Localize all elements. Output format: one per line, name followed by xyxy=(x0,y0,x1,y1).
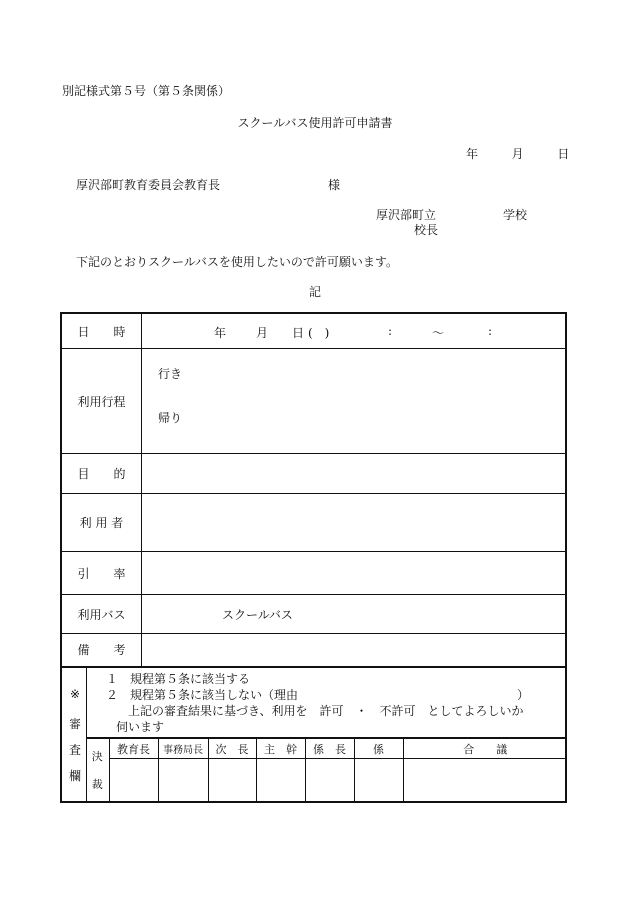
kessai-char-2: 裁 xyxy=(91,778,103,791)
approver-kyoikucho: 教育長 xyxy=(109,739,158,759)
application-date xyxy=(466,145,569,162)
approver-jicho: 次 長 xyxy=(208,739,256,759)
stamp-jicho[interactable] xyxy=(208,759,256,802)
kessai-label xyxy=(86,739,109,802)
label-leader: 引 率 xyxy=(61,552,142,595)
approver-kakaricho: 係 長 xyxy=(305,739,354,759)
route-go-label: 行き xyxy=(158,367,183,381)
school-prefix: 厚沢部町立 xyxy=(376,208,437,222)
label-route: 利用行程 xyxy=(61,349,142,454)
bus-value: スクールバス xyxy=(222,607,293,622)
label-remarks: 備 考 xyxy=(61,634,142,667)
date-month: 月 xyxy=(511,147,524,161)
stamp-kakaricho[interactable] xyxy=(305,759,354,802)
field-users[interactable] xyxy=(142,494,567,552)
approver-jimukyokucho: 事務局長 xyxy=(158,739,208,759)
form-label: 別記様式第５号（第５条関係） xyxy=(62,84,231,98)
row-datetime xyxy=(61,313,566,349)
addressee: 厚沢部町教育委員会教育長 xyxy=(76,178,221,192)
dt-colon-end: : xyxy=(488,324,493,338)
school-suffix: 学校 xyxy=(503,208,528,222)
review-item-2: ２ 規程第５条に該当しない（理由 xyxy=(106,688,299,702)
field-leader[interactable] xyxy=(142,552,567,595)
approver-kakari: 係 xyxy=(354,739,403,759)
ki-heading: 記 xyxy=(308,285,321,299)
stamp-jimukyokucho[interactable] xyxy=(158,759,208,802)
review-char-sa: 査 xyxy=(68,743,81,757)
stamp-gogi[interactable] xyxy=(403,759,567,802)
field-remarks[interactable] xyxy=(142,634,567,667)
approval-stamp-area xyxy=(86,737,567,802)
dt-month: 月 xyxy=(256,326,269,340)
review-item-1: １ 規程第５条に該当する xyxy=(106,672,251,686)
date-year: 年 xyxy=(466,147,479,161)
label-users: 利 用 者 xyxy=(61,494,142,552)
label-datetime: 日 時 xyxy=(61,313,142,349)
stamp-shukan[interactable] xyxy=(256,759,305,802)
dt-day: 日 xyxy=(292,326,305,340)
row-route xyxy=(61,349,566,454)
approval-grid xyxy=(86,738,567,802)
review-approval-text: 上記の審査結果に基づき、利用を 許可 ・ 不許可 としてよろしいか xyxy=(128,704,524,718)
review-approval-text-2: 伺います xyxy=(116,720,165,734)
review-char-shin: 審 xyxy=(68,717,81,731)
review-mark: ※ xyxy=(69,687,81,701)
approver-shukan: 主 幹 xyxy=(256,739,305,759)
stamp-kyoikucho[interactable] xyxy=(109,759,158,802)
row-bus xyxy=(61,595,566,634)
dt-tilde: ～ xyxy=(432,326,445,340)
approver-gogi: 合 議 xyxy=(403,739,567,759)
dt-year: 年 xyxy=(214,326,227,340)
field-datetime[interactable] xyxy=(142,313,567,349)
row-leader xyxy=(61,552,566,595)
review-item-2-close: ） xyxy=(517,688,530,702)
dt-weekday: ( ) xyxy=(308,326,330,340)
review-section xyxy=(60,667,567,803)
review-char-ran: 欄 xyxy=(68,769,81,783)
page-title: スクールバス使用許可申請書 xyxy=(237,116,393,130)
intro-text: 下記のとおりスクールバスを使用したいので許可願います。 xyxy=(76,255,398,269)
row-users xyxy=(61,494,566,552)
row-purpose xyxy=(61,454,566,494)
field-bus[interactable] xyxy=(142,595,567,634)
application-table xyxy=(60,312,567,668)
row-remarks xyxy=(61,634,566,667)
kessai-char-1: 決 xyxy=(91,750,103,763)
route-return-label: 帰り xyxy=(158,411,183,425)
label-purpose: 目 的 xyxy=(61,454,142,494)
date-day: 日 xyxy=(557,147,570,161)
dt-colon-start: : xyxy=(388,324,393,338)
addressee-honorific: 様 xyxy=(328,178,341,192)
stamp-kakari[interactable] xyxy=(354,759,403,802)
principal-label: 校長 xyxy=(414,223,439,237)
label-bus: 利用バス xyxy=(61,595,142,634)
field-purpose[interactable] xyxy=(142,454,567,494)
field-route[interactable] xyxy=(142,349,567,454)
review-side-label xyxy=(62,667,87,801)
